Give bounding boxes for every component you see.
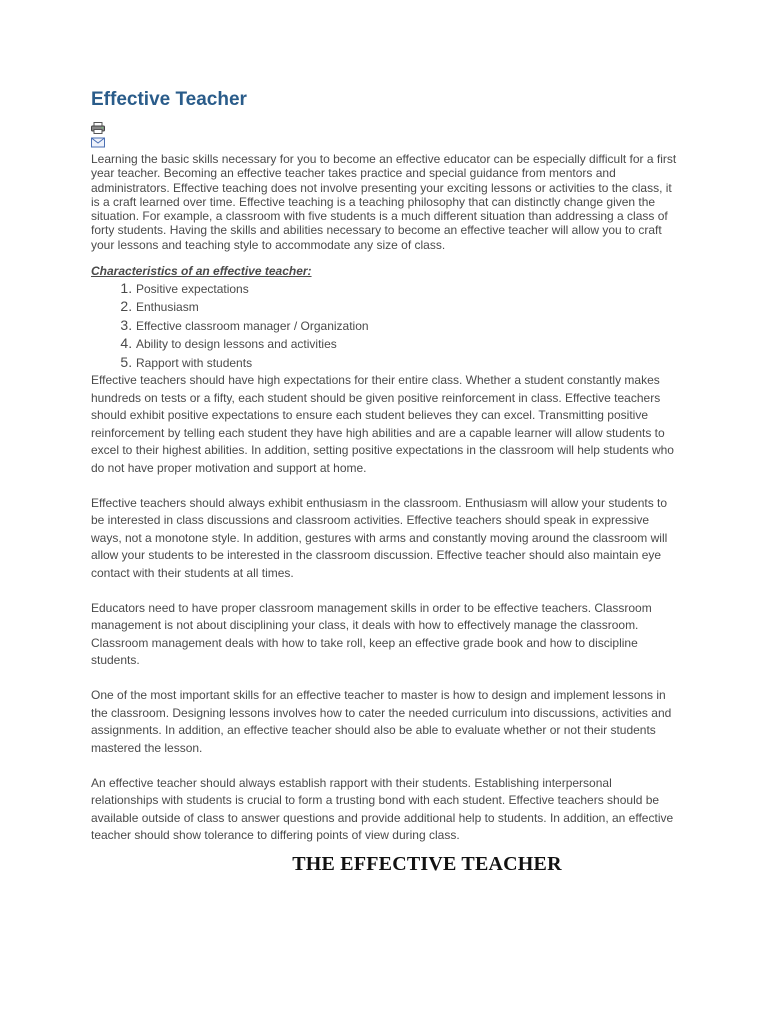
characteristics-heading: Characteristics of an effective teacher:	[91, 264, 312, 279]
email-icon[interactable]	[91, 136, 105, 148]
document-heading	[0, 853, 768, 876]
list-item: 5. Rapport with students	[136, 354, 677, 372]
list-item: 3. Effective classroom manager / Organization	[136, 317, 677, 335]
paragraph-positive-expectations: Effective teachers should have high expectations for their entire class. Whether a student constantly makes hundreds on tests or a fifty, each student should be given positive reinforcement in class. Effective teachers should exhibit positive expectations to ensure each student believes they can excel. Transmitting positive reinforcement by telling each student they have high abilities and are a capable learner will allow students to excel to their highest abilities. In addition, setting positive expectations in the classroom will help students who do not have proper motivation and support at home.	[91, 373, 674, 475]
printer-icon[interactable]	[91, 122, 105, 134]
share-icons	[91, 122, 677, 148]
paragraph-classroom-management: Educators need to have proper classroom management skills in order to be effective teachers. Classroom management is not about disciplining your class, it deals with how to effectively manage the classroom. Classroom management deals with how to take roll, keep an effective grade book and how to discipline students.	[91, 600, 652, 668]
paragraph-rapport: An effective teacher should always establish rapport with their students. Establishing interpersonal relationships with students is crucial to form a trusting bond with each student. Effective teachers should be available outside of class to answer questions and provide additional help to students. In addition, an effective teacher should show tolerance to differing points of view during class.	[91, 775, 674, 843]
paragraph-lesson-design: One of the most important skills for an effective teacher to master is how to design and implement lessons in the classroom. Designing lessons involves how to cater the needed curriculum into discussions, activities and assignments. In addition, an effective teacher should also be able to evaluate whether or not their students mastered the lesson.	[91, 688, 672, 755]
list-item: 1. Positive expectations	[136, 280, 677, 298]
list-item: 2. Enthusiasm	[136, 298, 677, 316]
document-heading-text: THE EFFECTIVE TEACHER	[292, 853, 562, 875]
intro-paragraph: Learning the basic skills necessary for you to become an effective educator can be especially difficult for a first year teacher. Becoming an effective teacher takes practice and special guidance from mentors and administrators. Effective teaching does not involve presenting your exciting lessons or activities to the class, it is a craft learned over time. Effective teaching is a teaching philosophy that can distinctly change given the situation. For example, a classroom with five students is a much different situation than addressing a class of forty students. Having the skills and abilities necessary to become an effective teacher will allow you to craft your lessons and teaching style to accommodate any size of class.	[91, 152, 677, 252]
article	[91, 88, 677, 862]
characteristics-list	[91, 280, 677, 372]
list-item: 4. Ability to design lessons and activities	[136, 335, 677, 353]
paragraph-enthusiasm: Effective teachers should always exhibit enthusiasm in the classroom. Enthusiasm will allow your students to be interested in class discussions and classroom activities. Effective teachers should speak in expressive ways, not a monotone style. In addition, gestures with arms and constantly moving around the classroom will allow your students to be interested in the classroom discussion. Effective teacher should also maintain eye contact with their students at all times.	[91, 495, 668, 580]
page-title: Effective Teacher	[91, 89, 247, 110]
